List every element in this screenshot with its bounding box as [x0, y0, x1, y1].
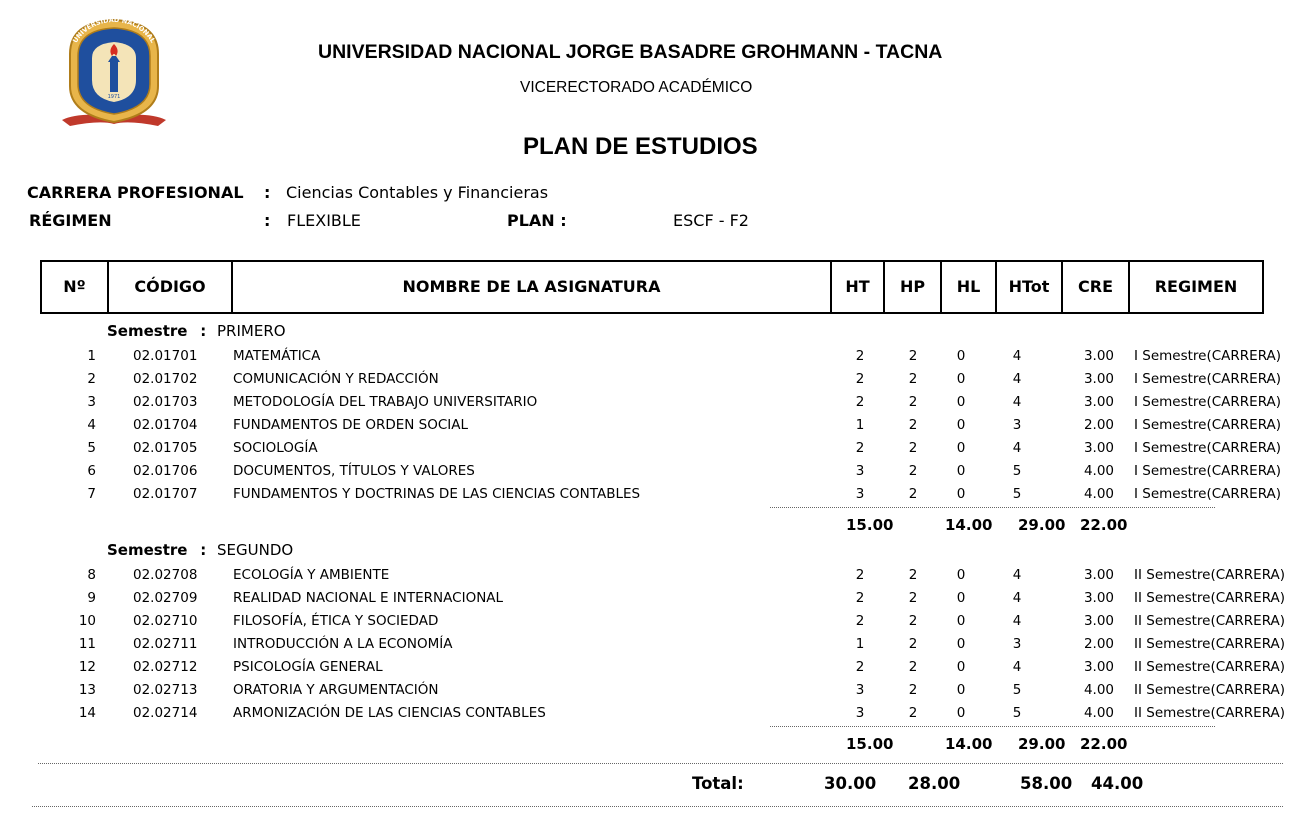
course-code: 02.02713 [133, 682, 198, 698]
course-hp: 2 [908, 567, 918, 583]
carrera-separator: : [264, 183, 271, 202]
course-name: COMUNICACIÓN Y REDACCIÓN [233, 371, 439, 387]
course-cre: 3.00 [1083, 567, 1114, 583]
course-cre: 4.00 [1083, 486, 1114, 502]
course-hl: 0 [956, 682, 966, 698]
header-numero: Nº [63, 277, 86, 296]
course-name: METODOLOGÍA DEL TRABAJO UNIVERSITARIO [233, 394, 538, 410]
course-code: 02.01707 [133, 486, 198, 502]
course-regimen: I Semestre(CARRERA) [1134, 417, 1282, 433]
course-ht: 3 [855, 486, 865, 502]
course-code: 02.01704 [133, 417, 198, 433]
row-number: 1 [87, 348, 96, 364]
course-ht: 3 [855, 682, 865, 698]
header-hp: HP [883, 262, 940, 312]
header-nombre: NOMBRE DE LA ASIGNATURA [231, 262, 830, 312]
course-ht: 2 [855, 590, 865, 606]
course-regimen: II Semestre(CARRERA) [1134, 682, 1286, 698]
header-hl: HL [940, 262, 995, 312]
course-name: DOCUMENTOS, TÍTULOS Y VALORES [233, 463, 475, 479]
course-name: ECOLOGÍA Y AMBIENTE [233, 567, 390, 583]
course-hl: 0 [956, 705, 966, 721]
course-hl: 0 [956, 348, 966, 364]
course-hl: 0 [956, 567, 966, 583]
row-number: 10 [78, 613, 96, 629]
row-number: 5 [87, 440, 96, 456]
course-hl: 0 [956, 440, 966, 456]
course-cre: 3.00 [1083, 659, 1114, 675]
course-htot: 4 [1012, 659, 1022, 675]
row-number: 8 [87, 567, 96, 583]
course-cre: 3.00 [1083, 440, 1114, 456]
subtotal-htot: 29.00 [1018, 735, 1066, 753]
course-hp: 2 [908, 371, 918, 387]
header-codigo: CÓDIGO [107, 262, 231, 312]
course-hp: 2 [908, 348, 918, 364]
course-ht: 2 [855, 659, 865, 675]
course-code: 02.02712 [133, 659, 198, 675]
course-htot: 3 [1012, 636, 1022, 652]
course-regimen: I Semestre(CARRERA) [1134, 440, 1282, 456]
table-row [0, 564, 1289, 586]
row-number: 6 [87, 463, 96, 479]
table-row [0, 368, 1289, 390]
course-cre: 3.00 [1083, 394, 1114, 410]
course-name: ORATORIA Y ARGUMENTACIÓN [233, 682, 439, 698]
course-name: FUNDAMENTOS Y DOCTRINAS DE LAS CIENCIAS CONTABLES [233, 486, 641, 502]
table-row [0, 656, 1289, 678]
course-ht: 3 [855, 705, 865, 721]
course-code: 02.02711 [133, 636, 198, 652]
course-regimen: I Semestre(CARRERA) [1134, 463, 1282, 479]
vicerrectorado-label: VICERECTORADO ACADÉMICO [520, 79, 753, 96]
course-code: 02.01702 [133, 371, 198, 387]
row-number: 3 [87, 394, 96, 410]
table-row [0, 414, 1289, 436]
course-regimen: II Semestre(CARRERA) [1134, 659, 1286, 675]
course-cre: 3.00 [1083, 613, 1114, 629]
course-hl: 0 [956, 417, 966, 433]
table-row [0, 345, 1289, 367]
course-ht: 2 [855, 371, 865, 387]
course-code: 02.02710 [133, 613, 198, 629]
course-name: ARMONIZACIÓN DE LAS CIENCIAS CONTABLES [233, 705, 546, 721]
row-number: 12 [78, 659, 96, 675]
course-ht: 2 [855, 440, 865, 456]
course-htot: 4 [1012, 567, 1022, 583]
course-code: 02.01703 [133, 394, 198, 410]
course-regimen: II Semestre(CARRERA) [1134, 590, 1286, 606]
row-number: 13 [78, 682, 96, 698]
course-name: REALIDAD NACIONAL E INTERNACIONAL [233, 590, 504, 606]
svg-text:1971: 1971 [107, 94, 121, 100]
course-hp: 2 [908, 590, 918, 606]
course-ht: 3 [855, 463, 865, 479]
course-htot: 4 [1012, 590, 1022, 606]
subtotal-htot: 29.00 [1018, 516, 1066, 534]
carrera-label: CARRERA PROFESIONAL [27, 183, 244, 202]
course-cre: 4.00 [1083, 463, 1114, 479]
semester-heading [107, 541, 293, 559]
course-regimen: I Semestre(CARRERA) [1134, 371, 1282, 387]
table-row [0, 702, 1289, 724]
course-cre: 4.00 [1083, 705, 1114, 721]
table-row [0, 391, 1289, 413]
header-ht: HT [830, 262, 883, 312]
table-row [0, 483, 1289, 505]
course-hl: 0 [956, 394, 966, 410]
course-htot: 3 [1012, 417, 1022, 433]
course-ht: 2 [855, 567, 865, 583]
row-number: 7 [87, 486, 96, 502]
course-ht: 2 [855, 348, 865, 364]
course-ht: 2 [855, 394, 865, 410]
course-hl: 0 [956, 371, 966, 387]
course-htot: 5 [1012, 463, 1022, 479]
semester-separator: : [200, 322, 207, 340]
course-name: SOCIOLOGÍA [233, 440, 318, 456]
course-cre: 3.00 [1083, 371, 1114, 387]
course-regimen: I Semestre(CARRERA) [1134, 348, 1282, 364]
course-htot: 4 [1012, 348, 1022, 364]
total-cre: 44.00 [1091, 774, 1144, 793]
course-regimen: II Semestre(CARRERA) [1134, 567, 1286, 583]
plan-value: ESCF - F2 [673, 211, 749, 230]
header-cre: CRE [1061, 262, 1128, 312]
table-row [0, 610, 1289, 632]
row-number: 11 [78, 636, 96, 652]
course-code: 02.01705 [133, 440, 198, 456]
course-cre: 3.00 [1083, 590, 1114, 606]
course-regimen: I Semestre(CARRERA) [1134, 486, 1282, 502]
semester-name: SEGUNDO [217, 541, 294, 559]
course-name: FUNDAMENTOS DE ORDEN SOCIAL [233, 417, 469, 433]
total-htot: 58.00 [1020, 774, 1073, 793]
course-name: INTRODUCCIÓN A LA ECONOMÍA [233, 636, 453, 652]
course-htot: 5 [1012, 705, 1022, 721]
course-hp: 2 [908, 682, 918, 698]
course-ht: 1 [855, 417, 865, 433]
course-name: FILOSOFÍA, ÉTICA Y SOCIEDAD [233, 613, 439, 629]
carrera-value: Ciencias Contables y Financieras [286, 183, 549, 202]
table-row [0, 460, 1289, 482]
row-number: 14 [78, 705, 96, 721]
course-name: PSICOLOGÍA GENERAL [233, 659, 383, 675]
course-hp: 2 [908, 463, 918, 479]
course-ht: 2 [855, 613, 865, 629]
course-htot: 4 [1012, 613, 1022, 629]
course-htot: 4 [1012, 440, 1022, 456]
course-htot: 4 [1012, 371, 1022, 387]
subtotal-ht: 15.00 [846, 735, 894, 753]
course-code: 02.01706 [133, 463, 198, 479]
course-hp: 2 [908, 417, 918, 433]
regimen-value: FLEXIBLE [287, 211, 361, 230]
page-title: PLAN DE ESTUDIOS [523, 133, 758, 160]
course-hl: 0 [956, 486, 966, 502]
semester-separator: : [200, 541, 207, 559]
regimen-separator: : [264, 211, 271, 230]
course-ht: 1 [855, 636, 865, 652]
row-number: 4 [87, 417, 96, 433]
subtotal-divider [770, 507, 1215, 508]
total-ht: 30.00 [824, 774, 877, 793]
table-row [0, 437, 1289, 459]
course-regimen: I Semestre(CARRERA) [1134, 394, 1282, 410]
svg-text:TACNA: TACNA [102, 126, 126, 132]
course-cre: 2.00 [1083, 636, 1114, 652]
course-htot: 4 [1012, 394, 1022, 410]
course-htot: 5 [1012, 486, 1022, 502]
course-hp: 2 [908, 486, 918, 502]
row-number: 9 [87, 590, 96, 606]
course-code: 02.02714 [133, 705, 198, 721]
semester-name: PRIMERO [217, 322, 286, 340]
course-hp: 2 [908, 394, 918, 410]
svg-text:UNIVERSIDAD NACIONAL: UNIVERSIDAD NACIONAL [71, 15, 157, 45]
course-regimen: II Semestre(CARRERA) [1134, 613, 1286, 629]
subtotal-cre: 22.00 [1080, 516, 1128, 534]
course-hl: 0 [956, 590, 966, 606]
semester-label: Semestre [107, 322, 188, 340]
table-header [40, 260, 1264, 314]
course-regimen: II Semestre(CARRERA) [1134, 705, 1286, 721]
course-cre: 4.00 [1083, 682, 1114, 698]
semester-heading [107, 322, 286, 340]
course-code: 02.02708 [133, 567, 198, 583]
semester-label: Semestre [107, 541, 188, 559]
subtotal-cre: 22.00 [1080, 735, 1128, 753]
course-hl: 0 [956, 659, 966, 675]
course-hl: 0 [956, 613, 966, 629]
course-regimen: II Semestre(CARRERA) [1134, 636, 1286, 652]
table-row [0, 679, 1289, 701]
total-hp: 28.00 [908, 774, 961, 793]
total-divider-bottom [32, 806, 1283, 807]
subtotal-ht: 15.00 [846, 516, 894, 534]
course-hp: 2 [908, 705, 918, 721]
total-divider-top [38, 763, 1283, 764]
total-label: Total: [692, 774, 744, 793]
regimen-label: RÉGIMEN [29, 211, 112, 230]
course-hl: 0 [956, 463, 966, 479]
table-row [0, 633, 1289, 655]
university-logo [58, 14, 170, 132]
subtotal-hp: 14.00 [945, 735, 993, 753]
course-hp: 2 [908, 659, 918, 675]
table-row [0, 587, 1289, 609]
university-title: UNIVERSIDAD NACIONAL JORGE BASADRE GROHMANN - TACNA [318, 41, 943, 63]
plan-label: PLAN : [507, 211, 567, 230]
course-hp: 2 [908, 636, 918, 652]
header-regimen: REGIMEN [1128, 262, 1262, 312]
course-code: 02.01701 [133, 348, 198, 364]
row-number: 2 [87, 371, 96, 387]
course-name: MATEMÁTICA [233, 348, 321, 364]
header-htot: HTot [995, 262, 1061, 312]
subtotal-divider [770, 726, 1215, 727]
course-cre: 2.00 [1083, 417, 1114, 433]
course-hp: 2 [908, 613, 918, 629]
subtotal-hp: 14.00 [945, 516, 993, 534]
course-code: 02.02709 [133, 590, 198, 606]
course-htot: 5 [1012, 682, 1022, 698]
course-cre: 3.00 [1083, 348, 1114, 364]
course-hp: 2 [908, 440, 918, 456]
course-hl: 0 [956, 636, 966, 652]
